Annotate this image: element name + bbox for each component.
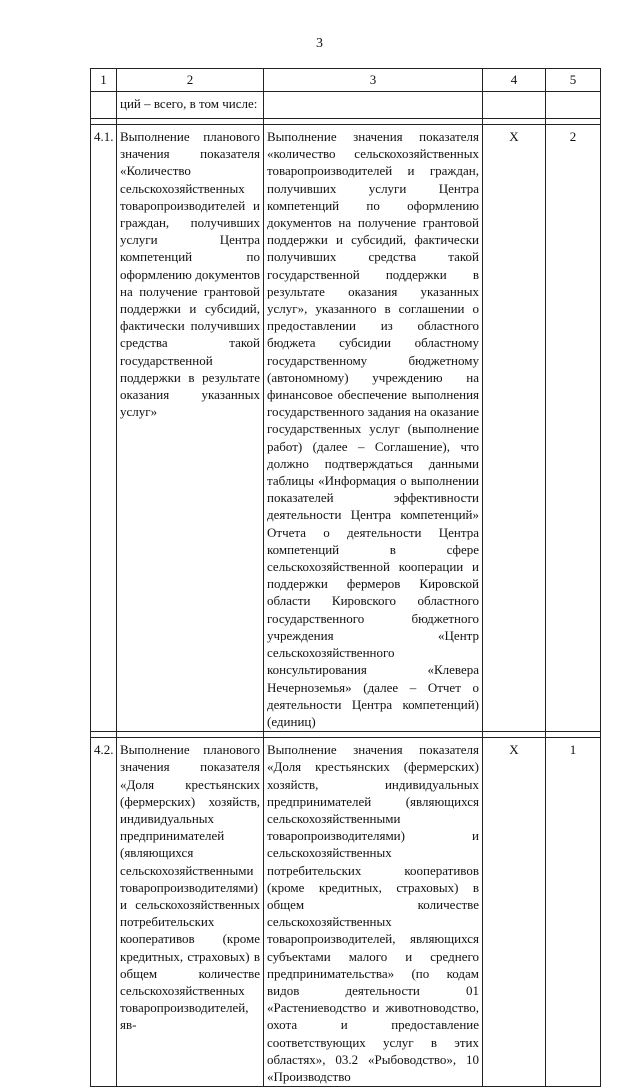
row-number: 4.2. (91, 738, 117, 1087)
indicator-text: Выполнение планового значения показателя «Количество сельскохозяйственных товаропроизводителей и граждан, получивших услуги Центра компетенций по оформлению документов на получение грантовой поддержки и субсидий, фактически получивших средства такой государственной поддержки в результате оказания указанных услуг» (117, 125, 264, 732)
header-col-5: 5 (546, 69, 601, 92)
indicators-table (90, 68, 601, 1087)
description-text: Выполнение значения показателя «количество сельскохозяйственных товаропроизводителей и граждан, получивших услуги Центра компетенций по оформлению документов на получение грантовой поддержки и субсидий, фактически получивших средства такой государственной поддержки в результате оказания указанных услуг», указанного в соглашении о предоставлении из областного бюджета субсидии областному государственному бюджетному (автономному) учреждению на финансовое обеспечение выполнения государственного задания на оказание государственных услуг (выполнение работ) (далее – Соглашение), что должно подтверждаться данными таблицы «Информация о выполнении показателей эффективности деятельности Центра компетенций» Отчета о деятельности Центра компетенций в сфере сельскохозяйственной кооперации и поддержки фермеров Кировской области Кировского областного государственного бюджетного учреждения «Центр сельскохозяйственного консультирования «Клевера Нечерноземья» (далее – Отчет о деятельности Центра компетенций) (единиц) (264, 125, 483, 732)
header-col-3: 3 (264, 69, 483, 92)
continuation-text: ций – всего, в том числе: (117, 92, 264, 119)
header-col-1: 1 (91, 69, 117, 92)
row-number: 4.1. (91, 125, 117, 732)
header-col-4: 4 (483, 69, 546, 92)
table-row (91, 738, 601, 1087)
col4-value: Х (483, 738, 546, 1087)
indicator-text: Выполнение планового значения показателя «Доля крестьянских (фермерских) хозяйств, индивидуальных предпринимателей (являющихся сельскохозяйственными товаропроизводителями) и сельскохозяйственных потребительских кооперативов (кроме кредитных, страховых) в общем количестве сельскохозяйственных товаропроизводителей, яв- (117, 738, 264, 1087)
col5-value: 2 (546, 125, 601, 732)
col4-value: Х (483, 125, 546, 732)
col5-value: 1 (546, 738, 601, 1087)
table-row (91, 125, 601, 732)
page-number: 3 (316, 36, 323, 51)
header-col-2: 2 (117, 69, 264, 92)
table-header-row (91, 69, 601, 92)
description-text: Выполнение значения показателя «Доля крестьянских (фермерских) хозяйств, индивидуальных предпринимателей (являющихся сельскохозяйственными товаропроизводителями) и сельскохозяйственных потребительских кооперативов (кроме кредитных, страховых) в общем количестве сельскохозяйственных товаропроизводителей, являющихся субъектами малого и среднего предпринимательства» (по кодам видов деятельности 01 «Растениеводство и животноводство, охота и предоставление соответствующих услуг в этих областях», 03.2 «Рыбоводство», 10 «Производство (264, 738, 483, 1087)
continuation-row (91, 92, 601, 119)
